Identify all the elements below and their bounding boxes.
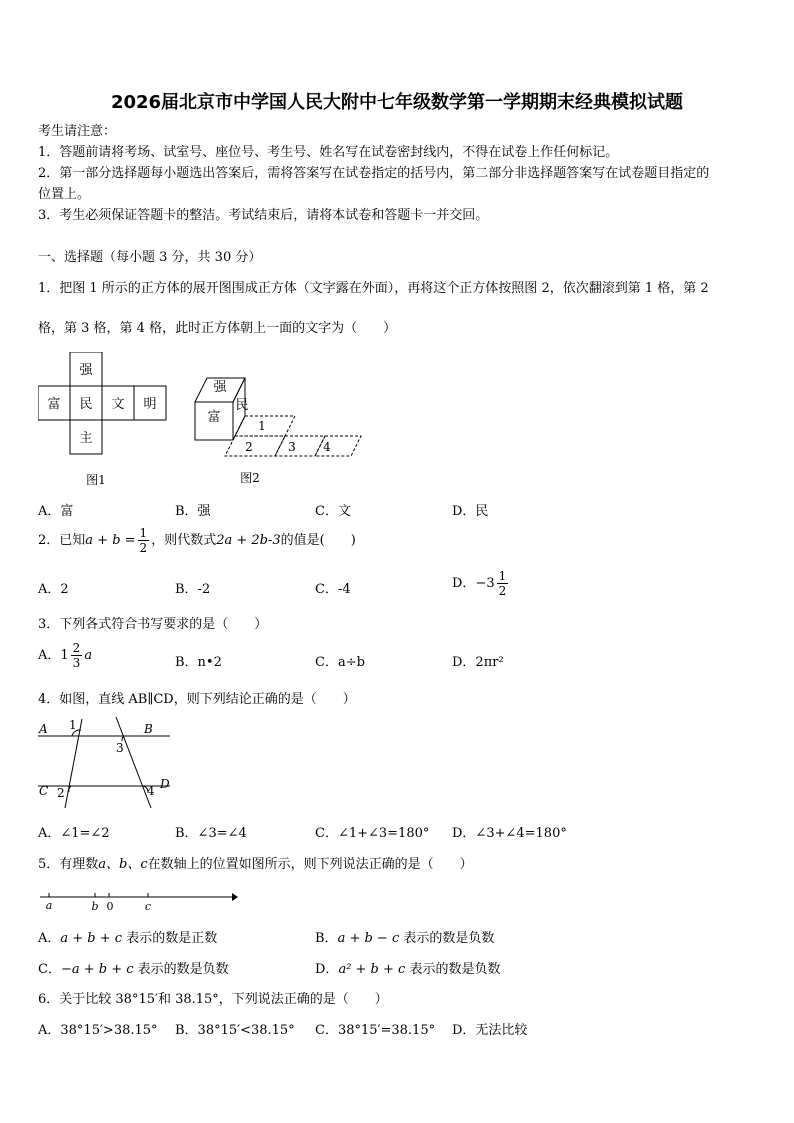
option-b[interactable]: B．强 xyxy=(175,504,211,519)
option-a[interactable]: A．富 xyxy=(38,504,74,519)
net-right-char: 文 xyxy=(111,397,125,412)
net-center-char: 民 xyxy=(79,397,93,412)
q1-text: 1．把图 1 所示的正方体的展开图围成正方体（文字露在外面），再将这个正方体按照图 2，依次翻滚到第 1 格，第 2 xyxy=(38,281,709,296)
q5-options-row2 xyxy=(38,958,758,978)
option-a[interactable]: A．2 xyxy=(38,582,69,597)
option-a[interactable]: A．a + b + c 表示的数是正数 xyxy=(38,931,218,946)
axis-label-zero: 0 xyxy=(106,900,114,913)
option-c[interactable]: C．38°15′=38.15° xyxy=(315,1023,436,1038)
axis-label-c: c xyxy=(144,900,152,913)
angle-4-label: 4 xyxy=(147,784,155,798)
q6-text: 6．关于比较 38°15′和 38.15°，下列说法正确的是（ ） xyxy=(38,992,388,1007)
q1-figure2-rolling-cube xyxy=(192,372,372,487)
cube-top-char: 强 xyxy=(213,380,227,395)
figure2-caption: 图2 xyxy=(240,471,260,485)
q1-figure1-cube-net xyxy=(38,352,168,492)
q1-text: 格，第 3 格，第 4 格，此时正方体朝上一面的文字为（ ） xyxy=(38,321,397,336)
q3-options xyxy=(38,641,758,671)
angle-3-label: 3 xyxy=(116,741,124,755)
notice-item: 位置上。 xyxy=(38,187,91,202)
q2-expression: a + b = xyxy=(85,533,136,548)
q1-options xyxy=(38,500,758,520)
net-bottom-char: 主 xyxy=(79,431,93,446)
option-c[interactable]: C．文 xyxy=(315,504,351,519)
point-b-label: B xyxy=(144,722,153,736)
q5-variables: a、b、c xyxy=(98,857,148,872)
roll-cell-number: 4 xyxy=(323,440,331,454)
option-a[interactable]: A．38°15′>38.15° xyxy=(38,1023,158,1038)
option-b[interactable]: B．∠3=∠4 xyxy=(175,826,247,841)
angle-1-label: 1 xyxy=(69,718,77,732)
roll-cell-number: 3 xyxy=(288,440,296,454)
option-a[interactable]: A．∠1=∠2 xyxy=(38,826,110,841)
option-b[interactable]: B．a + b − c 表示的数是负数 xyxy=(315,931,495,946)
option-b[interactable]: B．-2 xyxy=(175,582,211,597)
notice-item: 1．答题前请将考场、试室号、座位号、考生号、姓名写在试卷密封线内，不得在试卷上作任何标记。 xyxy=(38,145,619,160)
q2-text: 2．已知a + b = $\frac{1}{2}$ ，则代数式2a + 2b-3的值是( ) xyxy=(38,526,356,555)
point-a-label: A xyxy=(39,722,48,736)
axis-label-a: a xyxy=(45,899,53,912)
q5-text: 5．有理数a、b、c在数轴上的位置如图所示，则下列说法正确的是（ ） xyxy=(38,857,473,872)
point-d-label: D xyxy=(160,777,170,791)
option-c[interactable]: C．-4 xyxy=(315,582,351,597)
net-far-right-char: 明 xyxy=(143,397,157,412)
option-c[interactable]: C．a÷b xyxy=(315,655,365,670)
q2-fraction: $\frac{1}{2}$ xyxy=(139,526,148,555)
option-d[interactable]: D．∠3+∠4=180° xyxy=(452,826,567,841)
angle-2-label: 2 xyxy=(57,786,65,800)
notice-item: 3．考生必须保证答题卡的整洁。考试结束后，请将本试卷和答题卡一并交回。 xyxy=(38,208,489,223)
option-a[interactable]: A．1 $\frac{2}{3}$ a xyxy=(38,641,93,670)
q2-algebraic-expression: 2a + 2b-3 xyxy=(216,533,281,548)
roll-cell-number: 2 xyxy=(245,440,253,454)
option-d[interactable]: D．−3 $\frac{1}{2}$ xyxy=(452,569,507,598)
notice-heading: 考生请注意： xyxy=(38,124,117,139)
option-b[interactable]: B．n•2 xyxy=(175,655,222,670)
q5-number-line xyxy=(38,888,238,916)
axis-label-b: b xyxy=(91,900,99,913)
cube-front-char: 富 xyxy=(207,410,221,425)
option-c[interactable]: C．−a + b + c 表示的数是负数 xyxy=(38,962,229,977)
cube-side-char: 民 xyxy=(235,398,249,413)
section-heading: 一、选择题（每小题 3 分，共 30 分） xyxy=(38,250,262,265)
q4-text: 4．如图，直线 AB∥CD，则下列结论正确的是（ ） xyxy=(38,692,356,707)
q3-text: 3．下列各式符合书写要求的是（ ） xyxy=(38,617,268,632)
option-d[interactable]: D．2πr² xyxy=(452,655,504,670)
option-c[interactable]: C．∠1+∠3=180° xyxy=(315,826,430,841)
net-top-char: 强 xyxy=(79,363,93,378)
q5-options-row1 xyxy=(38,927,758,947)
roll-cell-number: 1 xyxy=(258,419,266,433)
q4-parallel-lines-figure xyxy=(38,714,176,810)
q4-options xyxy=(38,822,758,842)
q2-options xyxy=(38,569,758,598)
option-d[interactable]: D．无法比较 xyxy=(452,1023,528,1038)
point-c-label: C xyxy=(39,784,49,798)
net-left-char: 富 xyxy=(47,397,61,412)
figure1-caption: 图1 xyxy=(86,473,106,487)
page-title: 2026届北京市中学国人民大附中七年级数学第一学期期末经典模拟试题 xyxy=(110,92,684,113)
option-d[interactable]: D．a² + b + c 表示的数是负数 xyxy=(315,962,501,977)
q6-options xyxy=(38,1019,758,1039)
option-b[interactable]: B．38°15′<38.15° xyxy=(175,1023,295,1038)
notice-item: 2．第一部分选择题每小题选出答案后，需将答案写在试卷指定的括号内，第二部分非选择题答案写在试卷题目指定的 xyxy=(38,166,710,181)
option-d[interactable]: D．民 xyxy=(452,504,489,519)
